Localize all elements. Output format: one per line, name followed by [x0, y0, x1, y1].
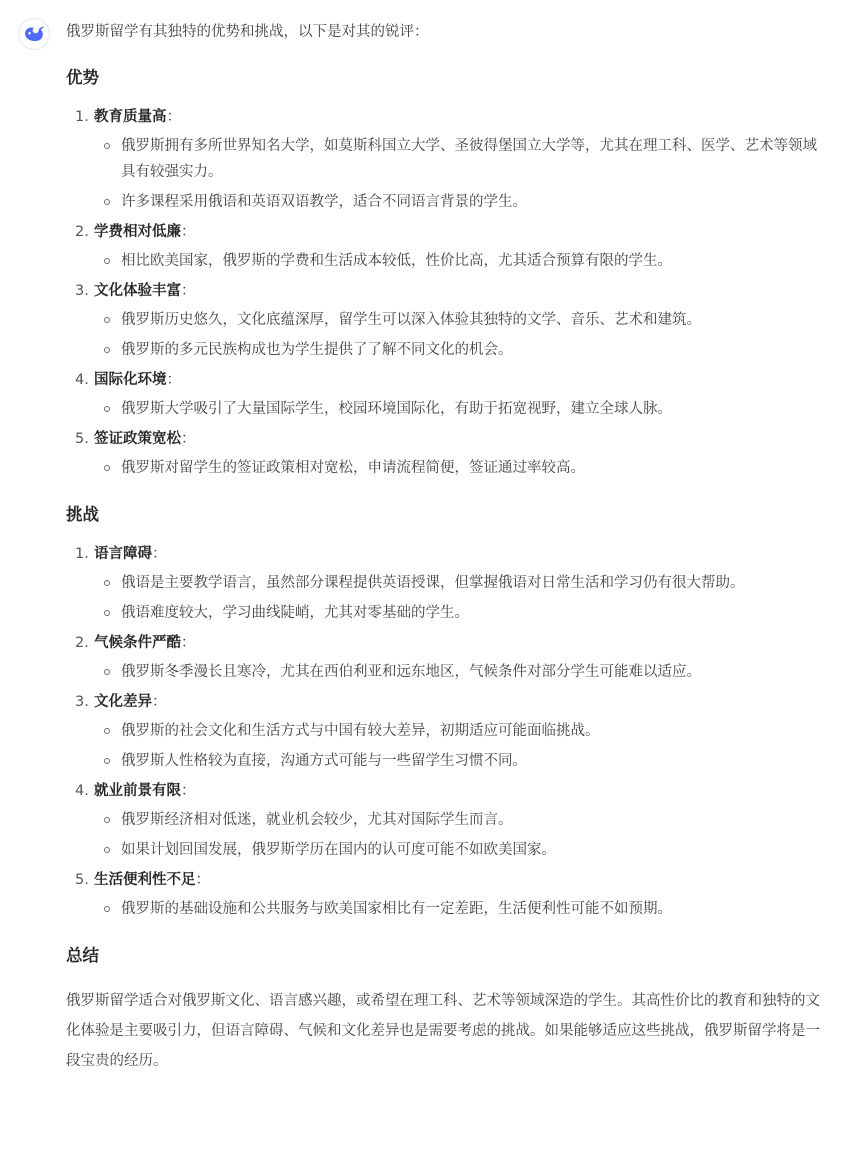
point-number: 4.	[75, 372, 89, 388]
point-number: 2.	[75, 635, 89, 651]
point-title: 教育质量高	[94, 109, 167, 125]
list-item	[66, 867, 826, 922]
point-heading	[75, 104, 826, 130]
challenges-list	[66, 541, 826, 922]
sub-item-text: 俄罗斯的多元民族构成也为学生提供了了解不同文化的机会。	[121, 342, 513, 358]
point-number: 1.	[75, 546, 89, 562]
hollow-bullet-icon	[104, 758, 110, 764]
list-item	[66, 426, 826, 481]
list-item	[66, 541, 826, 626]
list-item	[66, 630, 826, 685]
sub-item-text: 俄罗斯经济相对低迷，就业机会较少，尤其对国际学生而言。	[121, 812, 513, 828]
hollow-bullet-icon	[104, 406, 110, 412]
point-number: 5.	[75, 431, 89, 447]
point-title: 气候条件严酷	[94, 635, 181, 651]
point-heading	[75, 367, 826, 393]
hollow-bullet-icon	[104, 610, 110, 616]
point-heading	[75, 541, 826, 567]
sub-item-text: 俄罗斯人性格较为直接，沟通方式可能与一些留学生习惯不同。	[121, 753, 527, 769]
point-title: 签证政策宽松	[94, 431, 181, 447]
list-item	[66, 219, 826, 274]
sub-list-item	[94, 600, 826, 626]
sub-list-item	[94, 337, 826, 363]
list-item	[66, 778, 826, 863]
sub-item-text: 俄罗斯的社会文化和生活方式与中国有较大差异，初期适应可能面临挑战。	[121, 723, 600, 739]
advantages-list	[66, 104, 826, 481]
point-number: 4.	[75, 783, 89, 799]
list-item	[66, 278, 826, 363]
sub-item-text: 许多课程采用俄语和英语双语教学，适合不同语言背景的学生。	[121, 194, 527, 210]
section-title-advantages: 优势	[66, 68, 99, 87]
sub-item-text: 俄罗斯的基础设施和公共服务与欧美国家相比有一定差距，生活便利性可能不如预期。	[121, 901, 672, 917]
point-title: 文化体验丰富	[94, 283, 181, 299]
hollow-bullet-icon	[104, 199, 110, 205]
point-colon: ：	[181, 635, 196, 651]
sub-list-item	[94, 455, 826, 481]
point-colon: ：	[166, 109, 181, 125]
point-heading	[75, 867, 826, 893]
sub-item-text: 俄语是主要教学语言，虽然部分课程提供英语授课，但掌握俄语对日常生活和学习仍有很大帮助。	[121, 575, 745, 591]
point-colon: ：	[181, 283, 196, 299]
point-title: 生活便利性不足	[94, 872, 196, 888]
hollow-bullet-icon	[104, 580, 110, 586]
sub-item-text: 俄罗斯冬季漫长且寒冷，尤其在西伯利亚和远东地区，气候条件对部分学生可能难以适应。	[121, 664, 701, 680]
point-colon: ：	[166, 372, 181, 388]
sub-item-text: 俄罗斯对留学生的签证政策相对宽松，申请流程简便，签证通过率较高。	[121, 460, 585, 476]
point-number: 2.	[75, 224, 89, 240]
sub-list-item	[94, 189, 826, 215]
section-title-challenges: 挑战	[66, 505, 99, 524]
point-colon: ：	[181, 224, 196, 240]
hollow-bullet-icon	[104, 817, 110, 823]
sub-item-text: 俄罗斯历史悠久，文化底蕴深厚，留学生可以深入体验其独特的文学、音乐、艺术和建筑。	[121, 312, 701, 328]
point-number: 3.	[75, 283, 89, 299]
sub-list	[94, 396, 826, 422]
point-number: 1.	[75, 109, 89, 125]
point-colon: ：	[181, 783, 196, 799]
list-item	[66, 367, 826, 422]
point-colon: ：	[195, 872, 210, 888]
intro-text: 俄罗斯留学有其独特的优势和挑战，以下是对其的锐评：	[66, 24, 429, 40]
hollow-bullet-icon	[104, 317, 110, 323]
sub-list	[94, 307, 826, 363]
hollow-bullet-icon	[104, 906, 110, 912]
whale-logo-icon	[23, 25, 45, 43]
point-number: 5.	[75, 872, 89, 888]
point-title: 国际化环境	[94, 372, 167, 388]
sub-list	[94, 248, 826, 274]
point-colon: ：	[152, 694, 167, 710]
hollow-bullet-icon	[104, 728, 110, 734]
hollow-bullet-icon	[104, 465, 110, 471]
sub-list	[94, 570, 826, 626]
sub-list-item	[94, 718, 826, 744]
assistant-avatar	[18, 18, 50, 50]
sub-list-item	[94, 896, 826, 922]
hollow-bullet-icon	[104, 143, 110, 149]
sub-item-text: 如果计划回国发展，俄罗斯学历在国内的认可度可能不如欧美国家。	[121, 842, 556, 858]
sub-item-text: 俄语难度较大，学习曲线陡峭，尤其对零基础的学生。	[121, 605, 469, 621]
sub-list-item	[94, 248, 826, 274]
list-item	[66, 104, 826, 215]
section-title-summary: 总结	[66, 946, 99, 965]
point-title: 文化差异	[94, 694, 152, 710]
sub-list	[94, 718, 826, 774]
point-heading	[75, 219, 826, 245]
point-heading	[75, 778, 826, 804]
sub-item-text: 相比欧美国家，俄罗斯的学费和生活成本较低，性价比高，尤其适合预算有限的学生。	[121, 253, 672, 269]
sub-list	[94, 659, 826, 685]
point-colon: ：	[152, 546, 167, 562]
sub-list-item	[94, 307, 826, 333]
summary-text: 俄罗斯留学适合对俄罗斯文化、语言感兴趣，或希望在理工科、艺术等领域深造的学生。其高性价比的教育和独特的文化体验是主要吸引力，但语言障碍、气候和文化差异也是需要考虑的挑战。如果能够适应这些挑战，俄罗斯留学将是一段宝贵的经历。	[66, 993, 820, 1069]
point-colon: ：	[181, 431, 196, 447]
hollow-bullet-icon	[104, 669, 110, 675]
sub-list	[94, 133, 826, 215]
sub-list-item	[94, 133, 826, 185]
sub-item-text: 俄罗斯拥有多所世界知名大学，如莫斯科国立大学、圣彼得堡国立大学等，尤其在理工科、医学、艺术等领域具有较强实力。	[121, 138, 817, 180]
hollow-bullet-icon	[104, 258, 110, 264]
sub-list-item	[94, 807, 826, 833]
sub-list-item	[94, 659, 826, 685]
sub-list-item	[94, 396, 826, 422]
sub-list	[94, 455, 826, 481]
point-number: 3.	[75, 694, 89, 710]
point-heading	[75, 426, 826, 452]
sub-list-item	[94, 748, 826, 774]
point-title: 就业前景有限	[94, 783, 181, 799]
point-title: 学费相对低廉	[94, 224, 181, 240]
sub-list-item	[94, 570, 826, 596]
sub-item-text: 俄罗斯大学吸引了大量国际学生，校园环境国际化，有助于拓宽视野，建立全球人脉。	[121, 401, 672, 417]
point-title: 语言障碍	[94, 546, 152, 562]
point-heading	[75, 630, 826, 656]
sub-list-item	[94, 837, 826, 863]
sub-list	[94, 896, 826, 922]
list-item	[66, 689, 826, 774]
hollow-bullet-icon	[104, 347, 110, 353]
point-heading	[75, 278, 826, 304]
message-content	[66, 20, 826, 1076]
sub-list	[94, 807, 826, 863]
hollow-bullet-icon	[104, 847, 110, 853]
point-heading	[75, 689, 826, 715]
